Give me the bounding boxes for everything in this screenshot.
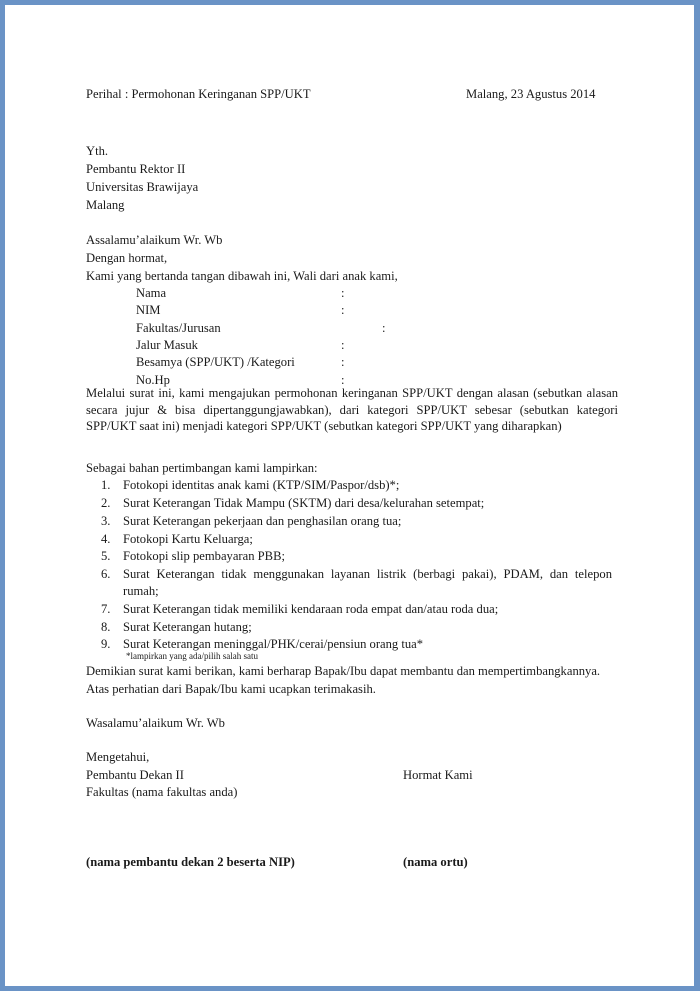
field-label-fakultas: Fakultas/Jurusan [136, 321, 221, 335]
sign-left-mengetahui: Mengetahui, [86, 750, 150, 764]
attachment-item [101, 566, 616, 600]
recipient-institution: Universitas Brawijaya [86, 180, 199, 194]
field-label-nim: NIM [136, 303, 161, 317]
field-label-nama: Nama [136, 286, 167, 300]
field-colon: : [341, 303, 345, 317]
attachment-item [101, 601, 498, 618]
item-text: Surat Keterangan pekerjaan dan penghasilan orang tua; [123, 514, 402, 528]
item-number: 7. [101, 602, 111, 616]
item-number: 1. [101, 478, 111, 492]
field-colon: : [341, 338, 345, 352]
attachment-item [101, 513, 401, 530]
field-colon: : [341, 355, 345, 369]
item-text: Fotokopi slip pembayaran PBB; [123, 549, 285, 563]
recipient-title: Pembantu Rektor II [86, 162, 186, 176]
closing-salam: Wasalamu’alaikum Wr. Wb [86, 716, 225, 730]
item-text: Surat Keterangan Tidak Mampu (SKTM) dari desa/kelurahan setempat; [123, 496, 485, 510]
item-number: 6. [101, 567, 111, 581]
field-colon: : [341, 373, 345, 387]
attachment-item [101, 531, 253, 548]
opening-intro: Kami yang bertanda tangan dibawah ini, Wali dari anak kami, [86, 269, 398, 283]
opening-salam: Assalamu’alaikum Wr. Wb [86, 233, 223, 247]
subject-line: Perihal : Permohonan Keringanan SPP/UKT [86, 87, 311, 101]
footnote: *lampirkan yang ada/pilih salah satu [126, 651, 258, 661]
attachment-item [101, 495, 484, 512]
attachment-item [101, 477, 399, 494]
field-label-jalur: Jalur Masuk [136, 338, 198, 352]
item-text: Surat Keterangan hutang; [123, 620, 252, 634]
sign-left-name: (nama pembantu dekan 2 beserta NIP) [86, 855, 295, 869]
field-label-besarnya: Besamya (SPP/UKT) /Kategori [136, 355, 295, 369]
sign-left-faculty: Fakultas (nama fakultas anda) [86, 785, 238, 799]
item-text: Surat Keterangan tidak menggunakan layanan listrik (berbagi pakai), PDAM, dan telepon [123, 567, 612, 581]
item-text: Fotokopi Kartu Keluarga; [123, 532, 253, 546]
recipient-city: Malang [86, 198, 125, 212]
item-text: Fotokopi identitas anak kami (KTP/SIM/Paspor/dsb)*; [123, 478, 400, 492]
item-text: Surat Keterangan meninggal/PHK/cerai/pensiun orang tua* [123, 637, 424, 651]
item-number: 9. [101, 637, 111, 651]
item-text-continued: rumah; [123, 584, 159, 598]
closing-statement: Demikian surat kami berikan, kami berharap Bapak/Ibu dapat membantu dan mempertimbangkannya. [86, 664, 601, 678]
item-number: 8. [101, 620, 111, 634]
letter-page [5, 5, 694, 986]
field-colon: : [382, 321, 386, 335]
field-label-nohp: No.Hp [136, 373, 170, 387]
body-paragraph: Melalui surat ini, kami mengajukan permohonan keringanan SPP/UKT dengan alasan (sebutkan alasan secara jujur & bisa dipertanggungjawabkan), dari kategori SPP/UKT sebesar (sebutkan kategori SPP/UKT saat ini) menjadi kategori SPP/UKT (sebutkan kategori SPP/UKT yang diharapkan) [86, 386, 618, 433]
item-number: 4. [101, 532, 111, 546]
recipient-yth: Yth. [86, 144, 109, 158]
item-number: 3. [101, 514, 111, 528]
attachment-item [101, 548, 285, 565]
item-number: 5. [101, 549, 111, 563]
item-text: Surat Keterangan tidak memiliki kendaraan roda empat dan/atau roda dua; [123, 602, 499, 616]
sign-right-title: Hormat Kami [403, 768, 473, 782]
attachment-item [101, 619, 252, 636]
attachments-intro: Sebagai bahan pertimbangan kami lampirkan: [86, 461, 318, 475]
date-place: Malang, 23 Agustus 2014 [466, 87, 596, 101]
closing-thanks: Atas perhatian dari Bapak/Ibu kami ucapkan terimakasih. [86, 682, 376, 696]
opening-greeting: Dengan hormat, [86, 251, 168, 265]
sign-right-name: (nama ortu) [403, 855, 468, 869]
sign-left-title: Pembantu Dekan II [86, 768, 184, 782]
field-colon: : [341, 286, 345, 300]
item-number: 2. [101, 496, 111, 510]
